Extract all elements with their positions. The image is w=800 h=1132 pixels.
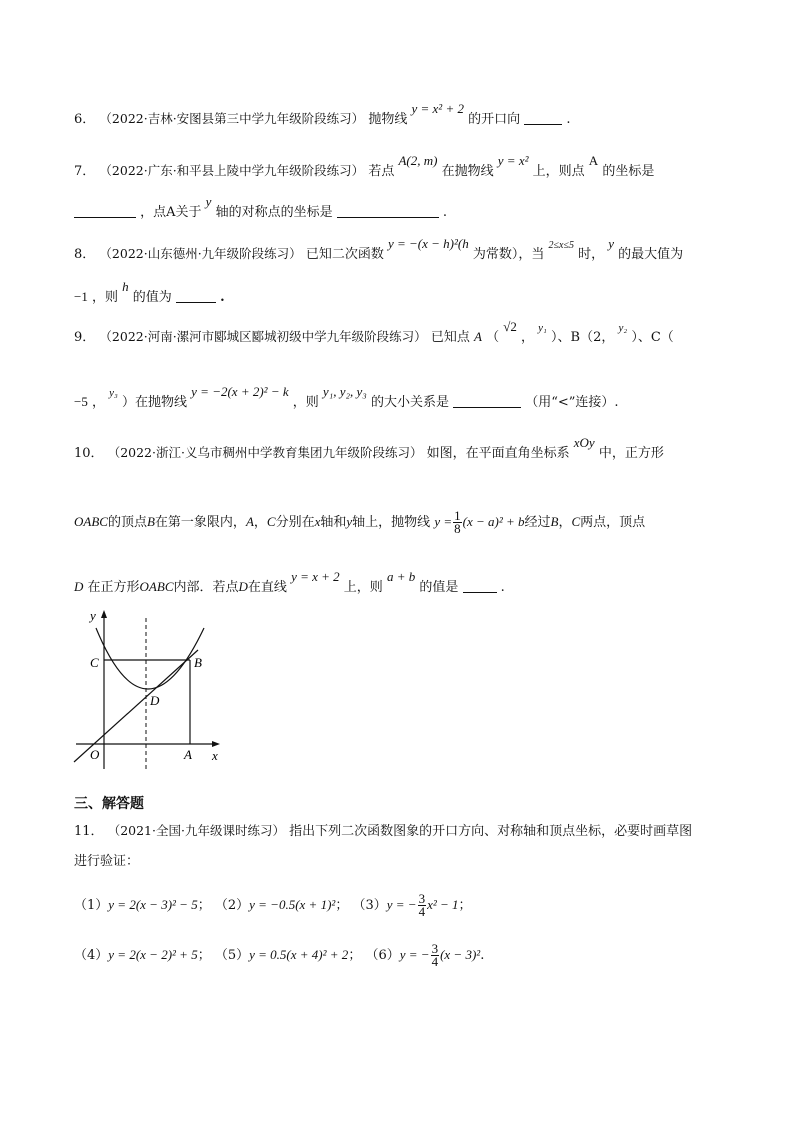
q7-equation: y = x²	[497, 153, 529, 168]
q10-line2-text-6: 轴上，抛物线	[352, 515, 431, 530]
q10-parabola-eq-lhs: y =	[434, 514, 453, 529]
q9-comma: ，	[521, 330, 535, 345]
q11-part-5-equation: y = 0.5(x + 4)² + 2	[249, 947, 349, 962]
q9-source: （2022·河南·漯河市郾城区郾城初级中学九年级阶段练习）	[99, 329, 427, 344]
q10-line2-text-4: 分别在	[275, 515, 315, 530]
q11-part-1-equation: y = 2(x − 3)² − 5	[108, 897, 198, 912]
q10-answer-blank[interactable]	[463, 578, 497, 593]
q11-part-4-label: （4）	[74, 948, 109, 963]
q11-part-3-denominator: 4	[418, 904, 426, 919]
q11-number: 11．	[74, 824, 104, 839]
q10-fraction-denominator: 8	[454, 521, 461, 536]
q10-square-name: OABC	[74, 514, 108, 529]
q10-line-equation: y = x + 2	[291, 569, 340, 584]
question-7	[74, 153, 655, 181]
q10-vertex-b: B	[146, 514, 155, 529]
q11-part-3-fraction	[418, 893, 427, 918]
q10-line2-text-7: 经过	[524, 515, 551, 530]
q11-part-5-label: （5）	[214, 948, 250, 963]
q9-sqrt2: √2	[503, 319, 517, 334]
q11-source: （2021·全国·九年级课时练习）	[107, 823, 285, 838]
q8-text-4: 的最大值为	[618, 247, 684, 262]
q10-line3-text-2: 内部．若点	[173, 580, 239, 595]
question-10	[74, 435, 664, 463]
q9-y3: y₃	[109, 387, 118, 399]
q8-equation: y = −(x − h)²(	[387, 236, 463, 251]
q8-source: （2022·山东德州·九年级阶段练习）	[99, 246, 302, 261]
q9-answer-blank[interactable]	[453, 393, 521, 408]
q11-part-3-equation-b: x² − 1	[427, 897, 459, 912]
q10-coordinate-system: xOy	[573, 435, 595, 450]
question-10-line-3	[74, 569, 505, 597]
q11-part-2-equation: y = −0.5(x + 1)²	[249, 897, 336, 912]
q8-text-1: 已知二次函数	[305, 247, 384, 262]
q9-paren-open: （	[486, 330, 500, 345]
q10-line3-text-5: 的值是	[419, 580, 459, 595]
q10-vertex-a: A	[245, 514, 254, 529]
q11-part-2-label: （2）	[214, 898, 250, 913]
figure-label-d: D	[150, 693, 160, 708]
q10-line2-text-5: 轴和	[320, 515, 347, 530]
q11-part-6-equation-a: y = −	[399, 947, 430, 962]
q9-y2: y₂	[618, 322, 628, 334]
section-heading: 三、解答题	[74, 796, 144, 812]
q9-text-3: ）、C（	[631, 330, 674, 345]
q7-line2-var-y: y	[205, 194, 212, 209]
q11-part-6-label: （6）	[365, 948, 400, 963]
q7-line2-text-2: 轴的对称点的坐标是	[215, 205, 333, 220]
q11-part-6-numerator: 3	[431, 941, 439, 956]
q10-axis-y: y	[346, 514, 353, 529]
q11-sep-3: ；	[458, 898, 472, 913]
q11-part-6-equation-b: (x − 3)²	[440, 947, 481, 962]
q7-point-a: A	[588, 153, 599, 168]
q11-text-1: 指出下列二次函数图象的开口方向、对称轴和顶点坐标，必要时画草图	[289, 824, 693, 839]
question-9-line-2	[74, 384, 619, 412]
q11-text-2: 进行验证：	[74, 854, 140, 869]
q11-sep-4: ；	[197, 948, 211, 963]
q10-line3-text-3: 在直线	[247, 580, 287, 595]
q11-part-1-label: （1）	[74, 898, 109, 913]
q9-point-a: A	[473, 329, 482, 344]
q7-text-1: 若点	[368, 164, 395, 179]
q10-point-d-2: D	[238, 579, 248, 594]
q10-end: .	[500, 580, 505, 595]
question-11-parts-row-1	[74, 893, 472, 918]
question-11-line-2	[74, 853, 139, 871]
q9-line2-value: −5	[74, 394, 88, 409]
q8-line2-value: −1	[74, 289, 88, 304]
q7-end: .	[442, 205, 448, 220]
q9-line2-text-2: ，则	[292, 395, 319, 410]
q10-line2-text-3: ，	[253, 515, 267, 530]
q8-line2-h: h	[122, 279, 129, 294]
q8-end: .	[220, 290, 225, 305]
q10-line3-text-4: 上，则	[343, 580, 383, 595]
q8-line2-text-2: 的值为	[132, 290, 172, 305]
q10-line3-square: OABC	[139, 579, 174, 594]
q6-equation: y = x² + 2	[411, 101, 464, 116]
q10-source: （2022·浙江·义乌市稠州中学教育集团九年级阶段练习）	[107, 445, 423, 460]
q8-answer-blank[interactable]	[176, 288, 216, 303]
q7-text-2: 在抛物线	[441, 164, 494, 179]
q10-line2-text-9: 两点，顶点	[580, 515, 646, 530]
q10-text-1: 如图，在平面直角坐标系	[426, 446, 570, 461]
q11-part-3-equation-a: y = −	[386, 897, 417, 912]
q7-answer-blank-1[interactable]	[74, 203, 136, 218]
q8-condition: 2≤x≤5	[548, 240, 574, 251]
question-11	[74, 822, 692, 841]
q9-line2-comma: ，	[91, 395, 105, 410]
question-9	[74, 319, 674, 347]
q9-number: 9．	[74, 330, 96, 345]
question-10-line-2	[74, 510, 645, 535]
q8-text-2: 为常数），当	[472, 247, 545, 262]
q10-fraction	[453, 510, 462, 535]
question-6	[74, 101, 571, 129]
q7-line2-text-1: ，点A关于	[140, 205, 202, 220]
q9-ys: y₁, y₂, y₃	[322, 384, 367, 399]
q11-sep-6: .	[480, 948, 485, 963]
q6-source: （2022·吉林·安图县第三中学九年级阶段练习）	[99, 111, 365, 126]
figure-label-o: O	[90, 747, 100, 762]
q11-part-3-label: （3）	[352, 898, 387, 913]
q10-vertex-c-2: C	[571, 514, 581, 529]
q10-fraction-numerator: 1	[454, 508, 461, 523]
q11-part-6-denominator: 4	[431, 954, 439, 969]
q10-line3-text-1: 在正方形	[87, 580, 140, 595]
question-7-line-2	[74, 194, 448, 222]
q10-line2-text-1: 的顶点	[107, 515, 147, 530]
q10-line2-text-2: 在第一象限内，	[154, 515, 246, 530]
q7-text-3: 上，则点	[532, 164, 585, 179]
figure-label-a: A	[184, 747, 192, 762]
figure-label-b: B	[194, 655, 202, 670]
figure-x-arrow	[212, 741, 220, 747]
q8-number: 8．	[74, 247, 96, 262]
q10-point-d: D	[74, 579, 84, 594]
figure-label-x: x	[212, 748, 218, 763]
q9-text-2: ）、B（2，	[551, 330, 615, 345]
q7-point: A(2, m)	[398, 153, 438, 168]
q10-vertex-c: C	[266, 514, 276, 529]
q7-source: （2022·广东·和平县上陵中学九年级阶段练习）	[99, 163, 365, 178]
q9-line2-text-4: （用“<”连接）.	[525, 395, 619, 410]
q11-sep-1: ；	[197, 898, 211, 913]
q10-vertex-b-2: B	[550, 514, 559, 529]
q9-line2-text-3: 的大小关系是	[370, 395, 449, 410]
q10-text-2: 中，正方形	[598, 446, 664, 461]
q11-part-6-fraction	[431, 943, 440, 968]
figure-label-c: C	[90, 655, 99, 670]
q7-answer-blank-2[interactable]	[337, 203, 439, 218]
q8-text-3: 时，	[578, 247, 605, 262]
q9-text-1: 已知点	[430, 330, 470, 345]
q6-text-2: 的开口向	[468, 112, 521, 127]
q8-var-y: y	[608, 236, 615, 251]
q6-text-1: 抛物线	[368, 112, 408, 127]
q11-sep-5: ；	[348, 948, 362, 963]
q10-number: 10．	[74, 446, 104, 461]
q9-y1: y₁	[538, 322, 547, 334]
q10-a-plus-b: a + b	[386, 569, 416, 584]
q6-answer-blank[interactable]	[524, 110, 562, 125]
question-8	[74, 236, 684, 265]
q8-line2-text-1: ，则	[91, 290, 118, 305]
q10-line2-text-8: ，	[558, 515, 572, 530]
q6-end: .	[566, 112, 571, 127]
q10-parabola-eq-rhs: (x − a)² + b	[462, 514, 525, 529]
q10-axis-x: x	[314, 514, 321, 529]
q11-sep-2: ；	[335, 898, 349, 913]
q7-text-4: 的坐标是	[602, 164, 655, 179]
figure-y-arrow	[101, 610, 107, 618]
question-8-line-2	[74, 279, 225, 307]
question-11-parts-row-2	[74, 943, 484, 968]
q11-part-4-equation: y = 2(x − 2)² + 5	[108, 947, 198, 962]
q11-part-3-numerator: 3	[418, 891, 426, 906]
q10-figure	[66, 604, 226, 774]
q6-number: 6．	[74, 112, 96, 127]
q8-equation-h: h	[462, 236, 469, 251]
q9-line2-text-1: ）在抛物线	[122, 395, 188, 410]
figure-label-y: y	[90, 608, 96, 623]
q7-number: 7．	[74, 164, 96, 179]
q9-equation: y = −2(x + 2)² − k	[191, 384, 289, 399]
